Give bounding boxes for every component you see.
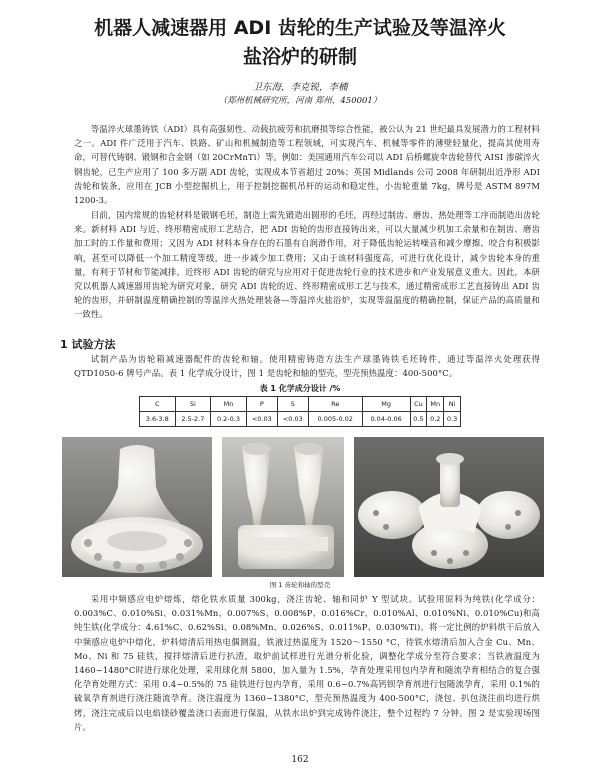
page-number: 162: [291, 755, 309, 765]
photo-gear-cluster-shell: [354, 437, 544, 577]
figure-caption: 图 1 齿轮和轴的型壳: [269, 581, 331, 589]
table-header-cell: Mg: [362, 397, 410, 412]
table-cell: 0.2: [427, 412, 444, 427]
table-header-cell: S: [277, 397, 308, 412]
table-header-cell: Cu: [410, 397, 427, 412]
paragraph-melting: 采用中频感应电炉熔炼，熔化铁水质量 300kg，浇注齿轮、轴和同炉 Y 型试块。试验用原料为纯铁(化学成分：0.003%C、0.010%Si、0.031%Mn、0.007%S、0.008%P、0.016%Cr、0.010%Al、0.010%Ni、0.010%Cu)和高纯生铁(化学成分：4.61%C、0.62%Si、0.08%Mn、0.026%S、0.011%P、0.030%Ti)。将一定比例的炉料烘干后放入中频感应电炉中熔化，炉料熔清后用热电偶测温，铁液过热温度为 1520～1550 °C，待铁水熔清后加入合金 Cu、Mn、Mo、Ni 和 75 硅铁，搅拌熔清后进行扒渣，取炉前试样进行光谱分析化验，调整化学成分至符合要求；当铁液温度为 1460~1480°C时进行球化处理，采用球化剂 5800，加入量为 1.5%，孕育处理采用包内孕育和随流孕育相结合的复合强化孕育处理方式：采用 0.4~0.5%的 75 硅铁进行包内孕育，采用 0.6~0.7%高钙钡孕育剂进行包随流孕育，采用 0.1%的硫氧孕育剂进行浇注随流孕育。浇注温度为 1360~1380°C，型壳预热温度为 400-500°C，浇包、扒包浇注前均进行烘烤，浇注完成后以电焰镁砂覆盖浇口表面进行保温，从铁水出炉到完成铸件浇注，整个过程约 7 分钟。图 2 是实验现场图片。: [74, 594, 540, 732]
title-line-1: 机器人减速器用 ADI 齿轮的生产试验及等温淬火: [94, 17, 506, 39]
table-cell: <0.03: [246, 412, 277, 427]
table-header-cell: Mn: [427, 397, 444, 412]
table-header-cell: Ni: [444, 397, 461, 412]
table-header-cell: P: [246, 397, 277, 412]
photo-shaft-shell: [222, 437, 344, 577]
table-cell: <0.03: [277, 412, 308, 427]
affiliation: （郑州机械研究所，河南 郑州，450001）: [218, 96, 382, 106]
paper-title: [40, 14, 560, 72]
table-row: [140, 412, 461, 427]
photo-gear-shell: [62, 437, 212, 577]
table-cell: 0.3: [444, 412, 461, 427]
table-cell: 0.04-0.06: [362, 412, 410, 427]
table-header-row: [140, 397, 461, 412]
composition-table: [139, 396, 461, 427]
paragraph-intro: 等温淬火球墨铸铁（ADI）具有高强韧性、动载抗疲劳和抗磨损等综合性能，被公认为 21 世纪最具发展潜力的工程材料之一。ADI 件广泛用于汽车、铁路、矿山和机械制造等工程领域，可实现汽车、机械等零件的薄壁轻量化，提高其使用寿命，可替代铸钢、锻钢和合金钢（如 20CrMnTi）等。例如：美国通用汽车公司以 ADI 后桥螺旋伞齿轮替代 AISI 渗碳淬火钢齿轮，已生产应用了 100 多万副 ADI 齿轮，实现成本节省超过 20%；英国 Midlands 公司 2008 年研制出近净形 ADI 齿轮和装条，应用在 JCB 小型挖掘机上，用于控制挖掘机吊杆的运动和稳定性，小齿轮重量 7kg，牌号是 ASTM 897M 1200-3。: [74, 124, 540, 206]
paragraph-background: 目前，国内常规的齿轮材料是锻钢毛坯，制造上需先锻造出圆形的毛坯，再经过制齿、磨齿、热处理等工序而制造出齿轮来。新材料 ADI 与近、终形精密成形工艺结合，把 ADI 齿轮的齿形直接铸出来，可以大量减少机加工余量和在制齿、磨齿加工时的工作量和费用；又因为 ADI 材料本身存在的石墨有自润滑作用，对于降低齿轮运转噪音和减少摩擦、咬合有积极影响，甚至可以降低一个加工精度等级，进一步减少加工费用；又由于该材料强度高，可进行优化设计，减少齿轮本身的重量，有利于节材和节能减排。近终形 ADI 齿轮的研究与应用对于促进齿轮行业的技术进步和产业发展意义重大。因此，本研究以机器人减速器用齿轮为研究对象，研究 ADI 齿轮的近、终形精密成形工艺与技术，通过精密成形工艺直接铸出 ADI 齿轮的齿形，并研制温度精确控制的等温淬火热处理装备—等温淬火盐浴炉，实现等温温度的精确控制，保证产品的高质量和一致性。: [74, 210, 540, 320]
table-header-cell: Si: [175, 397, 211, 412]
table-cell: 0.5: [410, 412, 427, 427]
table-cell: 0.2-0.3: [211, 412, 247, 427]
section-heading: 1 试验方法: [60, 338, 116, 351]
table-header-cell: Mn: [211, 397, 247, 412]
authors: 卫东海，李克锐，李楠: [252, 82, 348, 93]
table-header-cell: C: [140, 397, 176, 412]
title-line-2: 盐浴炉的研制: [242, 46, 357, 68]
table-title: 表 1 化学成分设计 /%: [259, 384, 341, 393]
table-cell: 0.005-0.02: [308, 412, 362, 427]
paragraph-method: 试制产品为齿轮箱减速器配件的齿轮和轴。使用精密铸造方法生产球墨铸铁毛坯铸件，通过等温淬火处理获得 QTD1050-6 牌号产品。表 1 化学成分设计，图 1 是齿轮和轴的型壳，型壳预热温度：400-500°C。: [74, 354, 540, 379]
figure-1-photos: [62, 437, 544, 577]
table-cell: 2.5-2.7: [175, 412, 211, 427]
table-header-cell: Re: [308, 397, 362, 412]
table-cell: 3.6-3.8: [140, 412, 176, 427]
